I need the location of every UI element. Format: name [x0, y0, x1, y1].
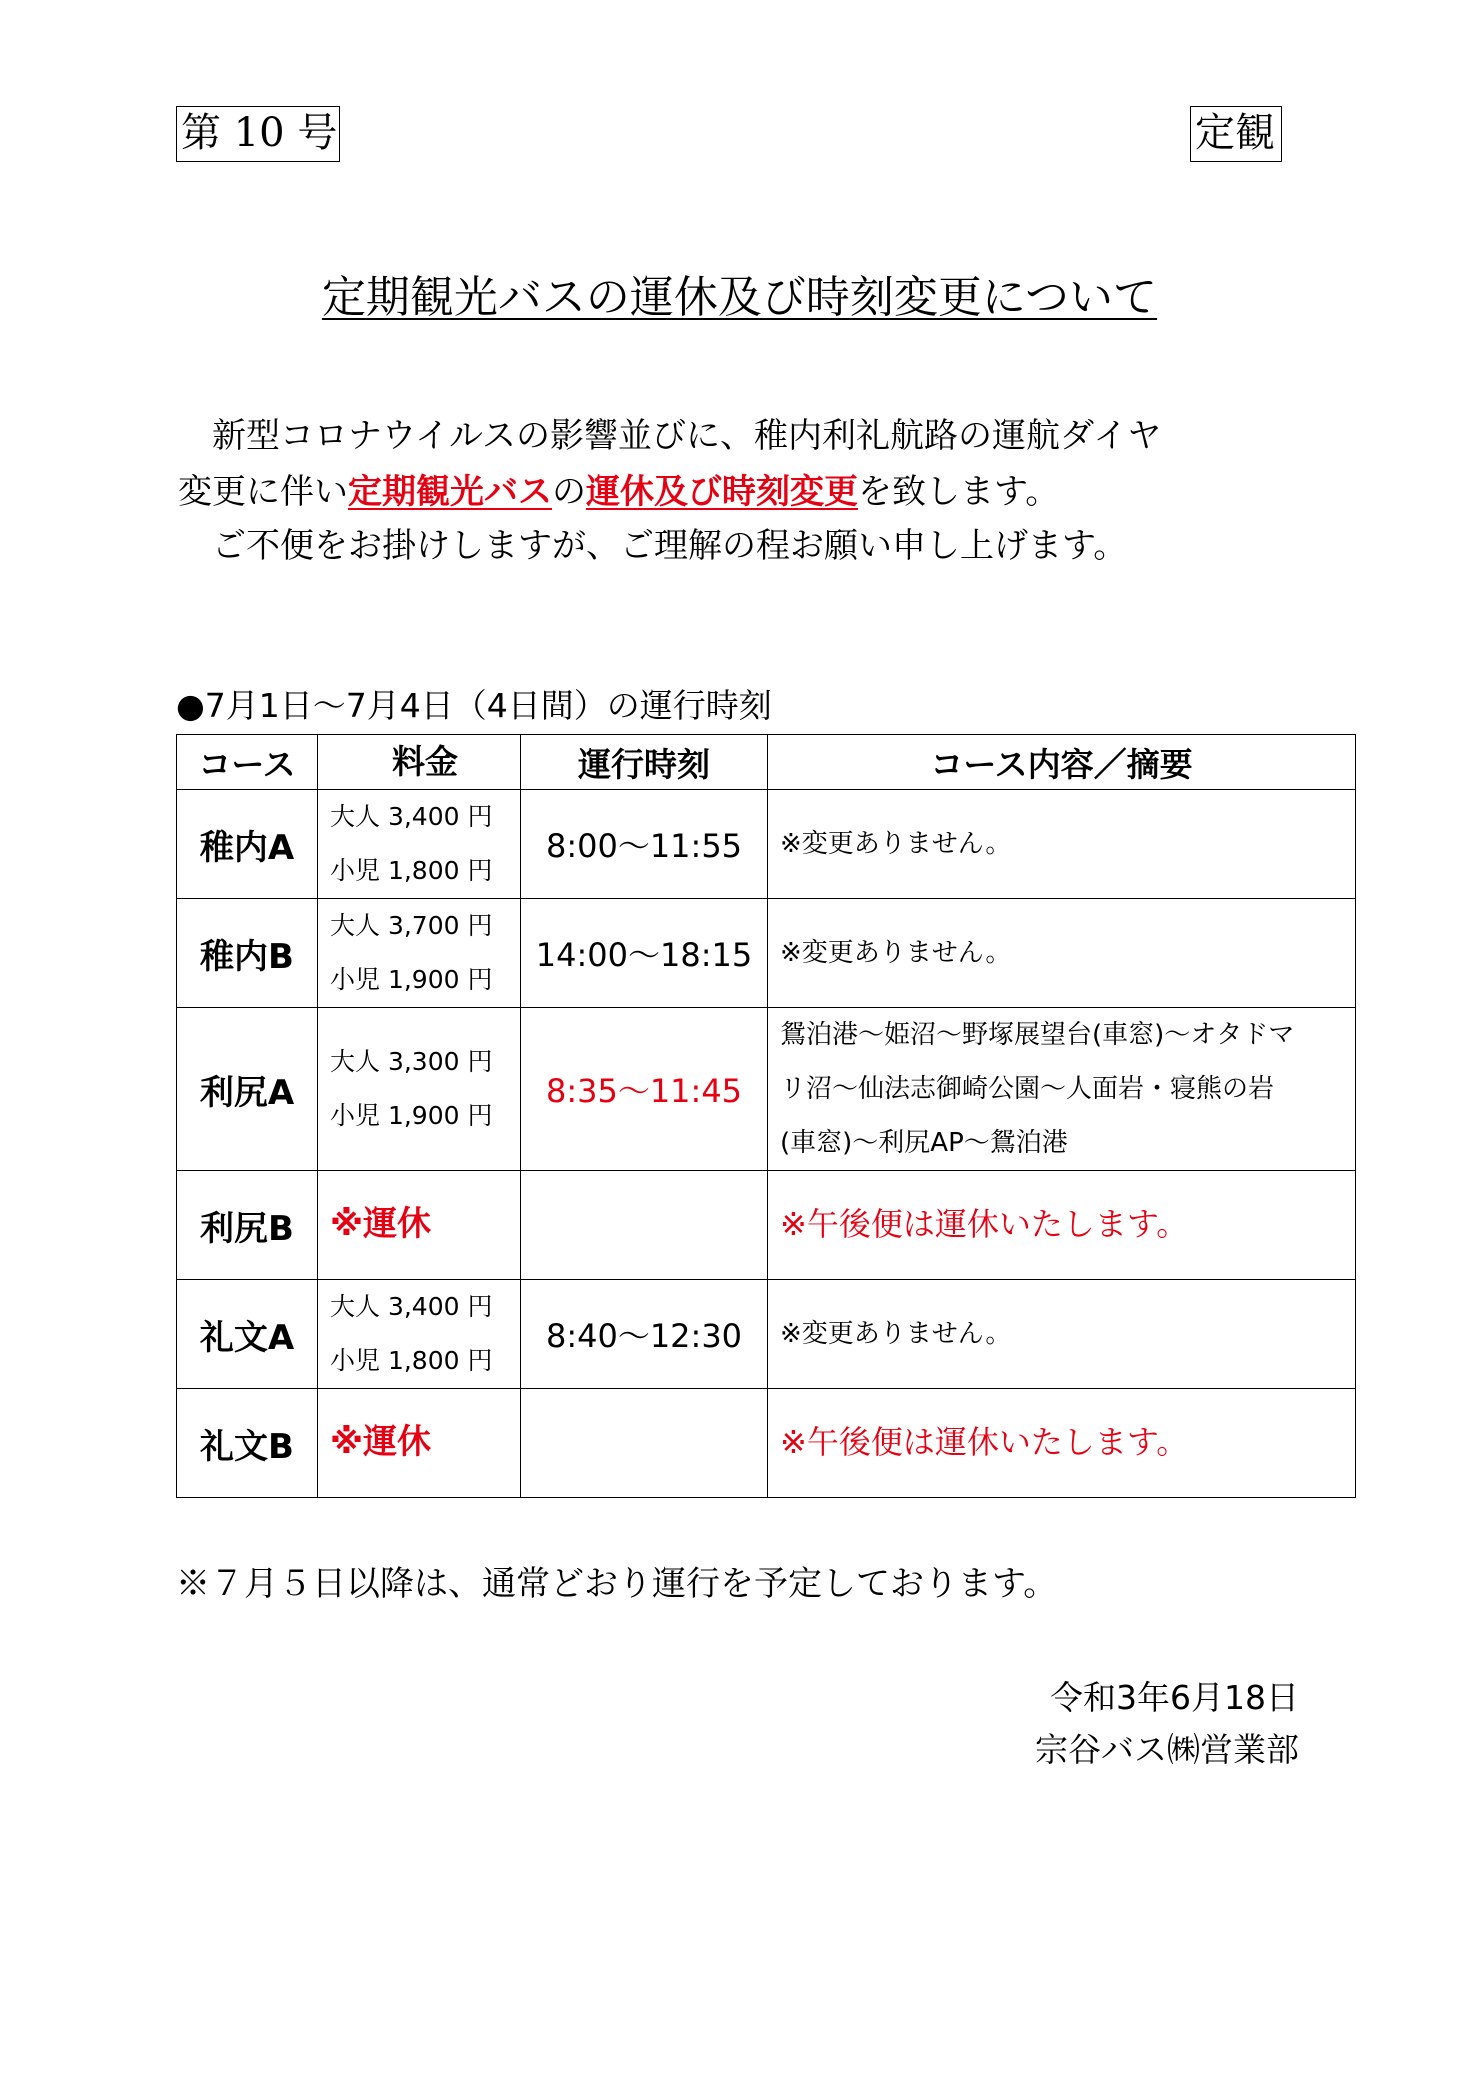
fare-cell — [318, 1280, 521, 1389]
fare-adult: 大人 3,300 円 — [330, 1047, 493, 1076]
fare-child: 小児 1,900 円 — [330, 1101, 493, 1130]
note-cell — [768, 1171, 1356, 1280]
course-name: 稚内A — [177, 790, 318, 899]
table-row — [177, 1171, 1356, 1280]
course-name: 利尻A — [177, 1008, 318, 1171]
note-cell — [768, 1389, 1356, 1498]
fare-child: 小児 1,800 円 — [330, 1346, 493, 1375]
time-cell — [521, 1171, 768, 1280]
table-header-row — [177, 735, 1356, 790]
fare-adult: 大人 3,400 円 — [330, 802, 493, 831]
route-line-2: リ沼～仙法志御崎公園～人面岩・寝熊の岩 — [780, 1074, 1275, 1104]
time-cell — [521, 1389, 768, 1498]
intro-line-2-e: を致します。 — [858, 472, 1060, 512]
highlight-suspension-change: 運休及び時刻変更 — [586, 472, 858, 512]
schedule-table — [176, 734, 1356, 1498]
table-row — [177, 1389, 1356, 1498]
table-row — [177, 790, 1356, 899]
time-cell: 14:00～18:15 — [521, 899, 768, 1008]
course-name: 利尻B — [177, 1171, 318, 1280]
fare-adult: 大人 3,700 円 — [330, 911, 493, 940]
header-fare: 料金 — [318, 735, 521, 790]
intro-line-2 — [178, 466, 1059, 518]
header-time: 運行時刻 — [521, 735, 768, 790]
note-cell: ※変更ありません。 — [768, 899, 1356, 1008]
note-cell — [768, 1008, 1356, 1171]
intro-line-2-a: 変更に伴い — [178, 472, 348, 512]
suspended-note: ※午後便は運休いたします。 — [780, 1204, 1189, 1243]
header-note: コース内容／摘要 — [768, 735, 1356, 790]
course-name: 礼文A — [177, 1280, 318, 1389]
fare-child: 小児 1,800 円 — [330, 856, 493, 885]
fare-cell — [318, 1171, 521, 1280]
issuer-department: 宗谷バス㈱営業部 — [1035, 1730, 1299, 1769]
suspended-label: ※運休 — [330, 1203, 432, 1244]
footnote: ※７月５日以降は、通常どおり運行を予定しております。 — [176, 1564, 1058, 1604]
fare-child: 小児 1,900 円 — [330, 965, 493, 994]
fare-cell — [318, 899, 521, 1008]
table-row — [177, 1008, 1356, 1171]
route-line-1: 鴛泊港～姫沼～野塚展望台(車窓)～オタドマ — [780, 1020, 1295, 1050]
note-cell: ※変更ありません。 — [768, 790, 1356, 899]
issue-date: 令和3年6月18日 — [1050, 1678, 1299, 1717]
intro-line-2-c: の — [552, 472, 586, 512]
page-title-text: 定期観光バスの運休及び時刻変更について — [321, 272, 1158, 323]
fare-cell — [318, 1008, 521, 1171]
intro-line-1: 新型コロナウイルスの影響並びに、稚内利礼航路の運航ダイヤ — [212, 416, 1162, 456]
intro-line-3: ご不便をお掛けしますが、ご理解の程お願い申し上げます。 — [212, 526, 1128, 566]
fare-cell — [318, 1389, 521, 1498]
course-name: 稚内B — [177, 899, 318, 1008]
suspended-label: ※運休 — [330, 1421, 432, 1462]
table-row — [177, 1280, 1356, 1389]
category-label: 定観 — [1190, 106, 1282, 162]
time-cell: 8:00～11:55 — [521, 790, 768, 899]
course-name: 礼文B — [177, 1389, 318, 1498]
header-course: コース — [177, 735, 318, 790]
route-line-3: (車窓)～利尻AP～鴛泊港 — [780, 1128, 1068, 1158]
time-cell: 8:40～12:30 — [521, 1280, 768, 1389]
fare-adult: 大人 3,400 円 — [330, 1292, 493, 1321]
suspended-note: ※午後便は運休いたします。 — [780, 1422, 1189, 1461]
table-row — [177, 899, 1356, 1008]
highlight-bus-service: 定期観光バス — [348, 472, 552, 512]
time-cell-changed: 8:35～11:45 — [521, 1008, 768, 1171]
issue-number-label: 第 10 号 — [176, 106, 340, 162]
fare-cell — [318, 790, 521, 899]
schedule-heading: ●7月1日～7月4日（4日間）の運行時刻 — [176, 686, 772, 725]
page-title — [0, 268, 1479, 328]
note-cell: ※変更ありません。 — [768, 1280, 1356, 1389]
